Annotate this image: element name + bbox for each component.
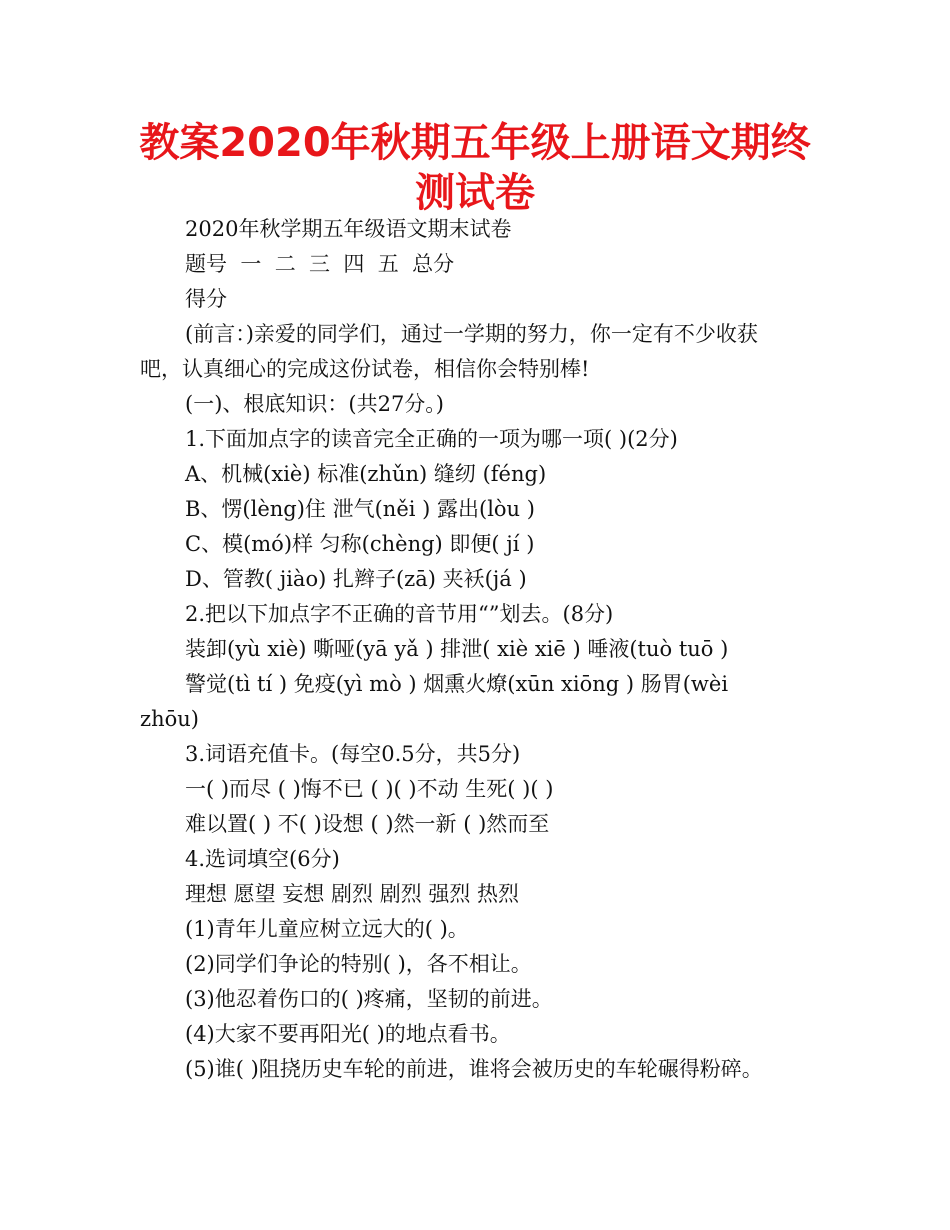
text-line: A、机械(xiè) 标准(zhǔn) 缝纫 (féng) [185,462,547,486]
text-line: 2.把以下加点字不正确的音节用“”划去。(8分) [185,602,614,626]
text-line: (前言：)亲爱的同学们，通过一学期的努力，你一定有不少收获 [185,322,758,346]
text-line: 题号 一 二 三 四 五 总分 [185,252,455,276]
text-line: 理想 愿望 妄想 剧烈 剧烈 强烈 热烈 [185,882,520,906]
text-line: (2)同学们争论的特别( )，各不相让。 [185,952,532,976]
text-line: 3.词语充值卡。(每空0.5分，共5分) [185,742,521,766]
text-line: 一( )而尽 ( )悔不已 ( )( )不动 生死( )( ) [185,777,554,801]
text-line: 难以置( ) 不( )设想 ( )然一新 ( )然而至 [185,812,550,836]
text-line: 1.下面加点字的读音完全正确的一项为哪一项( )(2分) [185,427,678,451]
text-line: (3)他忍着伤口的( )疼痛，坚韧的前进。 [185,987,553,1011]
document-body [140,212,820,1087]
text-line: D、管教( jiào) 扎辫子(zā) 夹袄(já ) [185,567,527,591]
text-line: zhōu) [140,707,199,731]
text-line: 警觉(tì tí ) 免疫(yì mò ) 烟熏火燎(xūn xiōng ) 肠胃(wèi [185,672,729,696]
text-line: (一)、根底知识：(共27分。) [185,392,444,416]
text-line: (4)大家不要再阳光( )的地点看书。 [185,1022,511,1046]
text-line: 2020年秋学期五年级语文期末试卷 [185,217,512,241]
text-line: 装卸(yù xiè) 嘶哑(yā yǎ ) 排泄( xiè xiē ) 唾液(tuò tuō ) [185,637,729,661]
text-line: 得分 [185,287,227,311]
text-line: (5)谁( )阻挠历史车轮的前进，谁将会被历史的车轮碾得粉碎。 [185,1057,763,1081]
text-line: C、模(mó)样 匀称(chèng) 即便( jí ) [185,532,535,556]
document-title: 教案2020年秋期五年级上册语文期终测试卷 [139,120,811,216]
text-line: B、愣(lèng)住 泄气(něi ) 露出(lòu ) [185,497,535,521]
text-line: 4.选词填空(6分) [185,847,340,871]
text-line: (1)青年儿童应树立远大的( )。 [185,917,469,941]
text-line: 吧，认真细心的完成这份试卷，相信你会特别棒! [140,357,590,381]
